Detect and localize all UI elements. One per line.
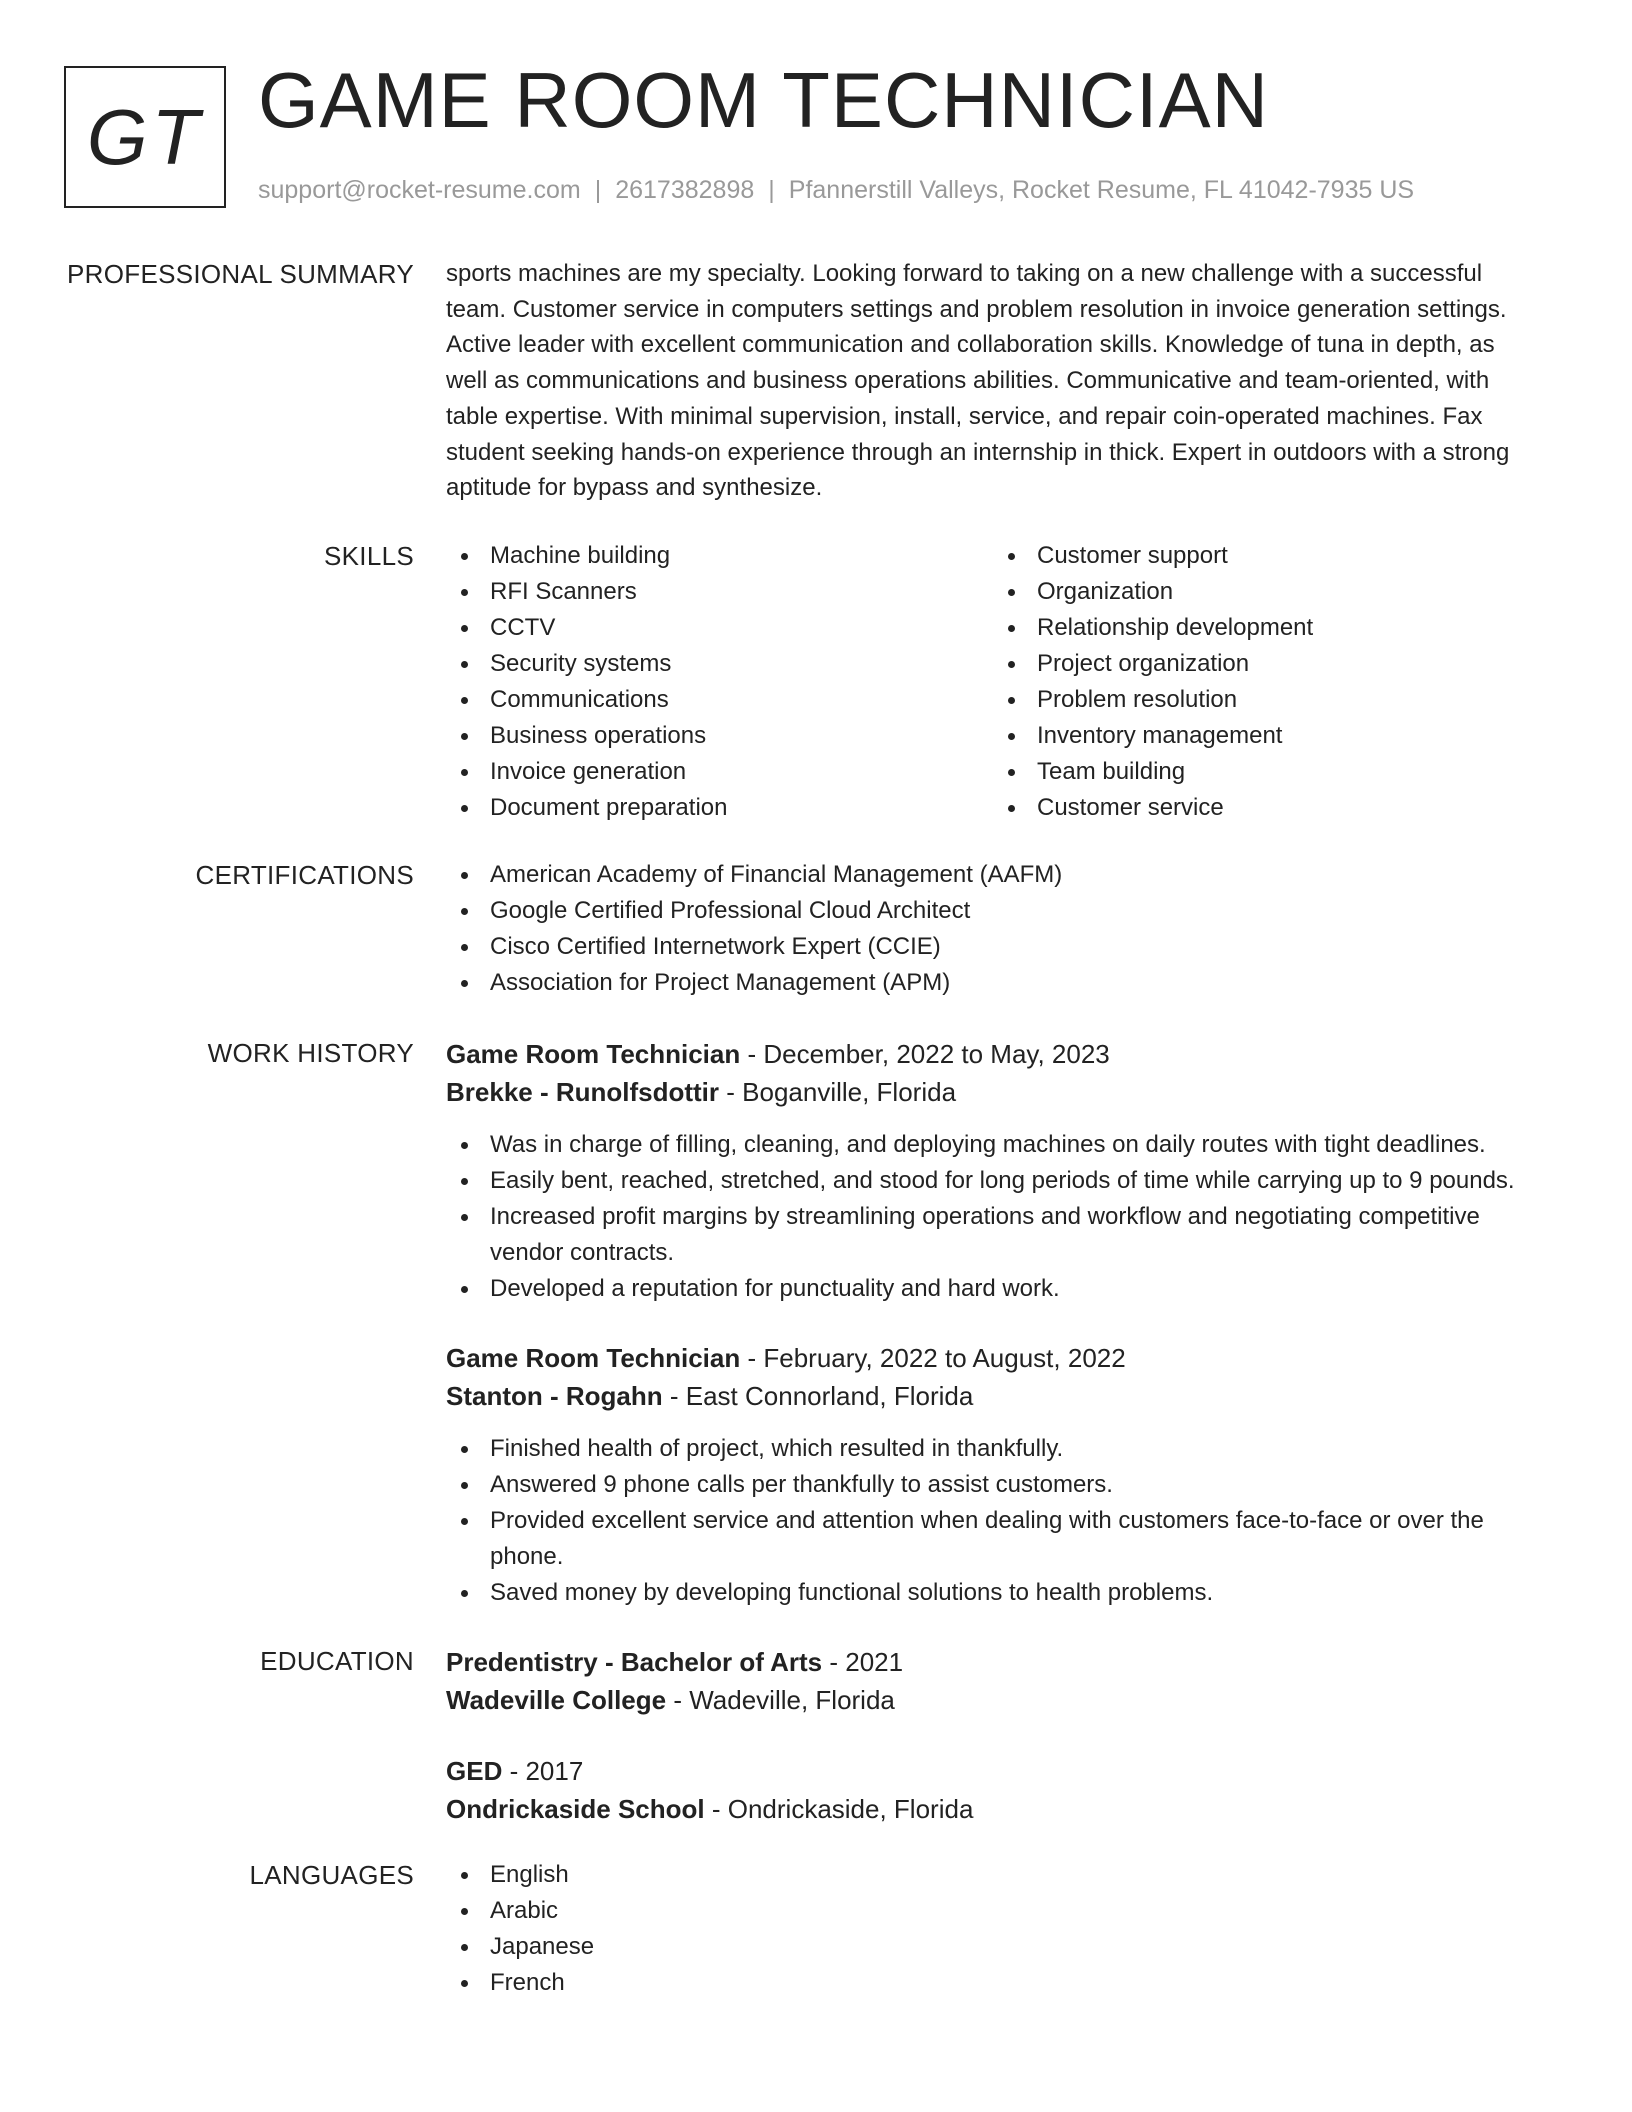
job-bullet bbox=[446, 1503, 1566, 1575]
skills-list-right bbox=[993, 538, 1540, 826]
education-school-line bbox=[446, 1681, 1566, 1719]
summary-line: table expertise. With minimal supervision, install, service, and repair coin-operated machines. Fax bbox=[446, 402, 1483, 430]
education-degree: Predentistry - Bachelor of Arts bbox=[446, 1647, 823, 1677]
skills-list-left bbox=[446, 538, 993, 826]
job-bullet: Finished health of project, which resulted in thankfully. bbox=[446, 1431, 1566, 1467]
job-dates: - December, 2022 to May, 2023 bbox=[740, 1039, 1110, 1069]
job-title: Game Room Technician bbox=[446, 1039, 741, 1069]
job-company: Brekke - Runolfsdottir bbox=[446, 1077, 720, 1107]
summary-line: well as communications and business operations abilities. Communicative and team-oriented, with bbox=[446, 367, 1490, 395]
section-label-work: WORK HISTORY bbox=[207, 1038, 414, 1068]
contact-email[interactable]: support@rocket-resume.com bbox=[258, 176, 581, 204]
job-title: Game Room Technician bbox=[446, 1343, 741, 1373]
languages-body bbox=[446, 1857, 1566, 2001]
contact-line bbox=[258, 176, 1414, 205]
languages-list bbox=[446, 1857, 1566, 2001]
job-entry bbox=[446, 1035, 1566, 1307]
language-item: Arabic bbox=[446, 1893, 1566, 1929]
education-body bbox=[446, 1643, 1566, 1828]
education-degree-line bbox=[446, 1643, 1566, 1681]
education-location: - Wadeville, Florida bbox=[666, 1685, 895, 1715]
job-location: - Boganville, Florida bbox=[719, 1077, 957, 1107]
education-school-line bbox=[446, 1790, 1566, 1828]
skill-item: Customer support bbox=[993, 538, 1540, 574]
section-label-languages: LANGUAGES bbox=[249, 1860, 414, 1890]
skill-item: Business operations bbox=[446, 718, 993, 754]
summary-line: student seeking hands-on experience through an internship in thick. Expert in outdoors with a strong bbox=[446, 438, 1510, 466]
section-label-summary: PROFESSIONAL SUMMARY bbox=[67, 259, 414, 289]
skill-item: Machine building bbox=[446, 538, 993, 574]
education-school: Ondrickaside School bbox=[446, 1794, 705, 1824]
skill-item: Communications bbox=[446, 682, 993, 718]
skill-item: CCTV bbox=[446, 610, 993, 646]
job-bullet-line: phone. bbox=[490, 1543, 564, 1570]
language-item: English bbox=[446, 1857, 1566, 1893]
job-company-line bbox=[446, 1073, 1566, 1111]
skill-item: Team building bbox=[993, 754, 1540, 790]
education-entry bbox=[446, 1643, 1566, 1719]
skill-item: Security systems bbox=[446, 646, 993, 682]
skill-item: Organization bbox=[993, 574, 1540, 610]
job-dates: - February, 2022 to August, 2022 bbox=[740, 1343, 1126, 1373]
contact-separator: | bbox=[768, 176, 775, 204]
certifications-list bbox=[446, 857, 1566, 1001]
certification-item: Cisco Certified Internetwork Expert (CCIE) bbox=[446, 929, 1566, 965]
skill-item: Document preparation bbox=[446, 790, 993, 826]
job-location: - East Connorland, Florida bbox=[662, 1381, 974, 1411]
job-bullet-line: Provided excellent service and attention when dealing with customers face-to-face or over the bbox=[490, 1507, 1484, 1534]
language-item: Japanese bbox=[446, 1929, 1566, 1965]
job-bullet: Saved money by developing functional solutions to health problems. bbox=[446, 1575, 1566, 1611]
job-bullet: Answered 9 phone calls per thankfully to assist customers. bbox=[446, 1467, 1566, 1503]
education-entry bbox=[446, 1752, 1566, 1828]
education-location: - Ondrickaside, Florida bbox=[704, 1794, 974, 1824]
job-title-line bbox=[446, 1035, 1566, 1073]
contact-separator: | bbox=[594, 176, 602, 204]
summary-line: team. Customer service in computers settings and problem resolution in invoice generation settings. bbox=[446, 295, 1507, 323]
summary-line: sports machines are my specialty. Looking forward to taking on a new challenge with a successful bbox=[446, 260, 1483, 287]
education-degree: GED bbox=[446, 1756, 503, 1786]
certifications-body bbox=[446, 857, 1566, 1001]
certification-item: Google Certified Professional Cloud Architect bbox=[446, 893, 1566, 929]
skill-item: RFI Scanners bbox=[446, 574, 993, 610]
job-bullets bbox=[446, 1431, 1566, 1611]
work-history-body bbox=[446, 1035, 1566, 1611]
education-year: - 2021 bbox=[822, 1647, 904, 1677]
language-item: French bbox=[446, 1965, 1566, 2001]
certification-item: Association for Project Management (APM) bbox=[446, 965, 1566, 1001]
contact-phone[interactable]: 2617382898 bbox=[615, 176, 755, 204]
section-label-skills: SKILLS bbox=[324, 541, 414, 571]
job-bullet-line: Increased profit margins by streamlining operations and workflow and negotiating competitive bbox=[490, 1203, 1480, 1230]
summary-line: aptitude for bypass and synthesize. bbox=[446, 474, 823, 502]
skill-item: Inventory management bbox=[993, 718, 1540, 754]
education-year: - 2017 bbox=[502, 1756, 584, 1786]
skill-item: Relationship development bbox=[993, 610, 1540, 646]
job-bullet: Was in charge of filling, cleaning, and deploying machines on daily routes with tight deadlines. bbox=[446, 1127, 1566, 1163]
section-label-certifications: CERTIFICATIONS bbox=[195, 860, 414, 890]
education-degree-line bbox=[446, 1752, 1566, 1790]
job-company-line bbox=[446, 1377, 1566, 1415]
resume-title: GAME ROOM TECHNICIAN bbox=[258, 56, 1269, 144]
job-bullet bbox=[446, 1199, 1566, 1271]
job-bullet-line: vendor contracts. bbox=[490, 1239, 675, 1266]
summary-text bbox=[446, 256, 1566, 506]
skills-columns bbox=[446, 538, 1566, 826]
job-bullets bbox=[446, 1127, 1566, 1307]
skill-item: Problem resolution bbox=[993, 682, 1540, 718]
job-title-line bbox=[446, 1339, 1566, 1377]
monogram-box bbox=[64, 66, 226, 208]
job-bullet: Easily bent, reached, stretched, and stood for long periods of time while carrying up to 9 pounds. bbox=[446, 1163, 1566, 1199]
section-label-education: EDUCATION bbox=[260, 1646, 414, 1676]
certification-item: American Academy of Financial Management (AAFM) bbox=[446, 857, 1566, 893]
skill-item: Invoice generation bbox=[446, 754, 993, 790]
skill-item: Project organization bbox=[993, 646, 1540, 682]
job-company: Stanton - Rogahn bbox=[446, 1381, 663, 1411]
education-school: Wadeville College bbox=[446, 1685, 667, 1715]
skill-item: Customer service bbox=[993, 790, 1540, 826]
contact-address: Pfannerstill Valleys, Rocket Resume, FL 41042-7935 US bbox=[788, 176, 1415, 204]
job-bullet: Developed a reputation for punctuality and hard work. bbox=[446, 1271, 1566, 1307]
summary-line: Active leader with excellent communication and collaboration skills. Knowledge of tuna in depth, as bbox=[446, 331, 1495, 359]
monogram-initials: GT bbox=[86, 92, 204, 181]
job-entry bbox=[446, 1339, 1566, 1611]
